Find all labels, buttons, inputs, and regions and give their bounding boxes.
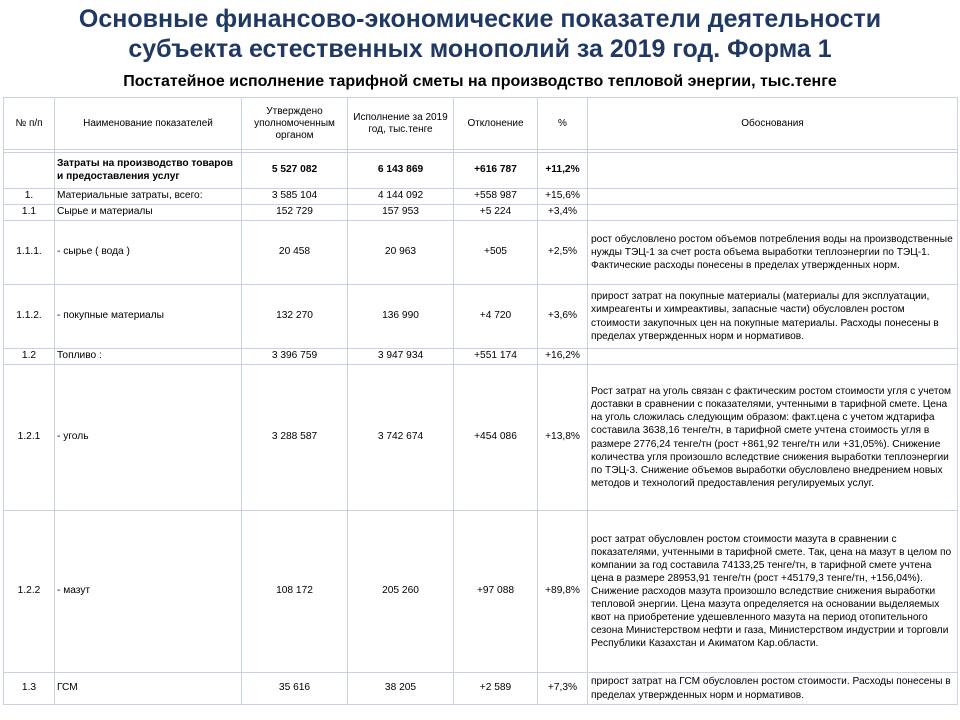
header-justification: Обоснования bbox=[588, 98, 958, 150]
cell-pct: +3,6% bbox=[538, 285, 588, 349]
cell-justification: рост обусловлено ростом объемов потребления воды на производственные нужды ТЭЦ-1 за счет роста объема выработки теплоэнергии по ТЭЦ-1. Фактические расходы понесены в пределах утвержденных норм. bbox=[588, 221, 958, 285]
cell-num: 1.1 bbox=[4, 205, 55, 221]
cell-justification bbox=[588, 189, 958, 205]
cell-name: Сырье и материалы bbox=[55, 205, 242, 221]
cell-approved: 20 458 bbox=[242, 221, 348, 285]
cell-justification: Рост затрат на уголь связан с фактическим ростом стоимости угля с учетом доставки в сравнении с показателями, учтенными в тарифной смете. Цена на уголь сложилась следующим образом: факт.цена с учетом ждтарифа составила 3638,16 тенге/тн, в тарифной смете учтена стоимость угля в размере 2776,24 тенге/тн (рост +861,92 тенге/тн или +31,05%). Снижение количества угля произошло вследствие снижения выработки теплоэнергии по ТЭЦ-3. Снижение объемов выработки обусловлено внедрением новых методов и технологий предоставления регулируемых услуг. bbox=[588, 365, 958, 511]
table-row bbox=[4, 285, 958, 349]
cell-approved: 5 527 082 bbox=[242, 153, 348, 189]
cell-executed: 6 143 869 bbox=[348, 153, 454, 189]
cell-approved: 35 616 bbox=[242, 673, 348, 705]
cell-pct: +13,8% bbox=[538, 365, 588, 511]
tariff-estimate-table bbox=[3, 97, 958, 705]
cell-justification bbox=[588, 153, 958, 189]
header-pct: % bbox=[538, 98, 588, 150]
cell-name: - уголь bbox=[55, 365, 242, 511]
cell-deviation: +4 720 bbox=[454, 285, 538, 349]
header-deviation: Отклонение bbox=[454, 98, 538, 150]
table-row bbox=[4, 511, 958, 673]
cell-name: Затраты на производство товаров и предоставления услуг bbox=[55, 153, 242, 189]
cell-justification: прирост затрат на покупные материалы (материалы для эксплуатации, химреагенты и химреактивы, запасные части) обусловлен ростом стоимости закупочных цен на покупные материалы. Расходы понесены в пределах утвержденных норм и нормативов. bbox=[588, 285, 958, 349]
cell-deviation: +5 224 bbox=[454, 205, 538, 221]
cell-justification: рост затрат обусловлен ростом стоимости мазута в сравнении с показателями, учтенными в тарифной смете. Так, цена на мазут в целом по компании за год составила 74133,25 тенге/тн, в тарифной смете учтена цена в размере 28953,91 тенге/тн (рост +45179,3 тенге/тн, +156,04%). Снижение расходов мазута произошло вследствие снижения выработки тепловой энергии. Цена мазута определяется на основании выделяемых квот на приобретение удешевленного мазута на период отопительного сезона Министерством нефти и газа, Министерством индустрии и торговли Республики Казахстан и Акиматом Кар.области. bbox=[588, 511, 958, 673]
header-executed: Исполнение за 2019 год, тыс.тенге bbox=[348, 98, 454, 150]
cell-pct: +2,5% bbox=[538, 221, 588, 285]
cell-pct: +7,3% bbox=[538, 673, 588, 705]
cell-executed: 136 990 bbox=[348, 285, 454, 349]
cell-pct: +16,2% bbox=[538, 349, 588, 365]
cell-justification: прирост затрат на ГСМ обусловлен ростом стоимости. Расходы понесены в пределах утвержденных норм и нормативов. bbox=[588, 673, 958, 705]
cell-approved: 3 396 759 bbox=[242, 349, 348, 365]
cell-name: Материальные затраты, всего: bbox=[55, 189, 242, 205]
cell-num: 1.3 bbox=[4, 673, 55, 705]
cell-num: 1.1.2. bbox=[4, 285, 55, 349]
cell-deviation: +551 174 bbox=[454, 349, 538, 365]
table-row bbox=[4, 205, 958, 221]
cell-executed: 4 144 092 bbox=[348, 189, 454, 205]
cell-pct: +89,8% bbox=[538, 511, 588, 673]
cell-num: 1.2.2 bbox=[4, 511, 55, 673]
cell-deviation: +454 086 bbox=[454, 365, 538, 511]
cell-executed: 205 260 bbox=[348, 511, 454, 673]
cell-approved: 152 729 bbox=[242, 205, 348, 221]
cell-name: - мазут bbox=[55, 511, 242, 673]
cell-name: Топливо : bbox=[55, 349, 242, 365]
cell-num: 1.2 bbox=[4, 349, 55, 365]
table-row bbox=[4, 365, 958, 511]
cell-justification bbox=[588, 349, 958, 365]
cell-approved: 132 270 bbox=[242, 285, 348, 349]
cell-deviation: +616 787 bbox=[454, 153, 538, 189]
table-row bbox=[4, 189, 958, 205]
table-row bbox=[4, 673, 958, 705]
page-title-line1: Основные финансово-экономические показатели деятельности bbox=[78, 5, 882, 33]
cell-approved: 108 172 bbox=[242, 511, 348, 673]
cell-num bbox=[4, 153, 55, 189]
cell-executed: 38 205 bbox=[348, 673, 454, 705]
cell-num: 1. bbox=[4, 189, 55, 205]
page-title-line2: субъекта естественных монополий за 2019 год. Форма 1 bbox=[128, 35, 832, 63]
table-row bbox=[4, 349, 958, 365]
cell-name: ГСМ bbox=[55, 673, 242, 705]
cell-deviation: +558 987 bbox=[454, 189, 538, 205]
cell-name: - покупные материалы bbox=[55, 285, 242, 349]
cell-name: - сырье ( вода ) bbox=[55, 221, 242, 285]
page-title bbox=[0, 4, 960, 64]
cell-num: 1.2.1 bbox=[4, 365, 55, 511]
cell-deviation: +505 bbox=[454, 221, 538, 285]
table-row bbox=[4, 221, 958, 285]
cell-pct: +15,6% bbox=[538, 189, 588, 205]
cell-pct: +11,2% bbox=[538, 153, 588, 189]
cell-executed: 3 947 934 bbox=[348, 349, 454, 365]
header-approved: Утверждено уполномоченным органом bbox=[242, 98, 348, 150]
cell-justification bbox=[588, 205, 958, 221]
header-num: № п/п bbox=[4, 98, 55, 150]
cell-deviation: +2 589 bbox=[454, 673, 538, 705]
cell-approved: 3 585 104 bbox=[242, 189, 348, 205]
cell-deviation: +97 088 bbox=[454, 511, 538, 673]
cell-executed: 157 953 bbox=[348, 205, 454, 221]
table-row-total bbox=[4, 153, 958, 189]
cell-num: 1.1.1. bbox=[4, 221, 55, 285]
header-name: Наименование показателей bbox=[55, 98, 242, 150]
cell-approved: 3 288 587 bbox=[242, 365, 348, 511]
page-subtitle: Постатейное исполнение тарифной сметы на производство тепловой энергии, тыс.тенге bbox=[123, 73, 837, 90]
cell-executed: 3 742 674 bbox=[348, 365, 454, 511]
table-header-row bbox=[4, 98, 958, 150]
cell-pct: +3,4% bbox=[538, 205, 588, 221]
cell-executed: 20 963 bbox=[348, 221, 454, 285]
